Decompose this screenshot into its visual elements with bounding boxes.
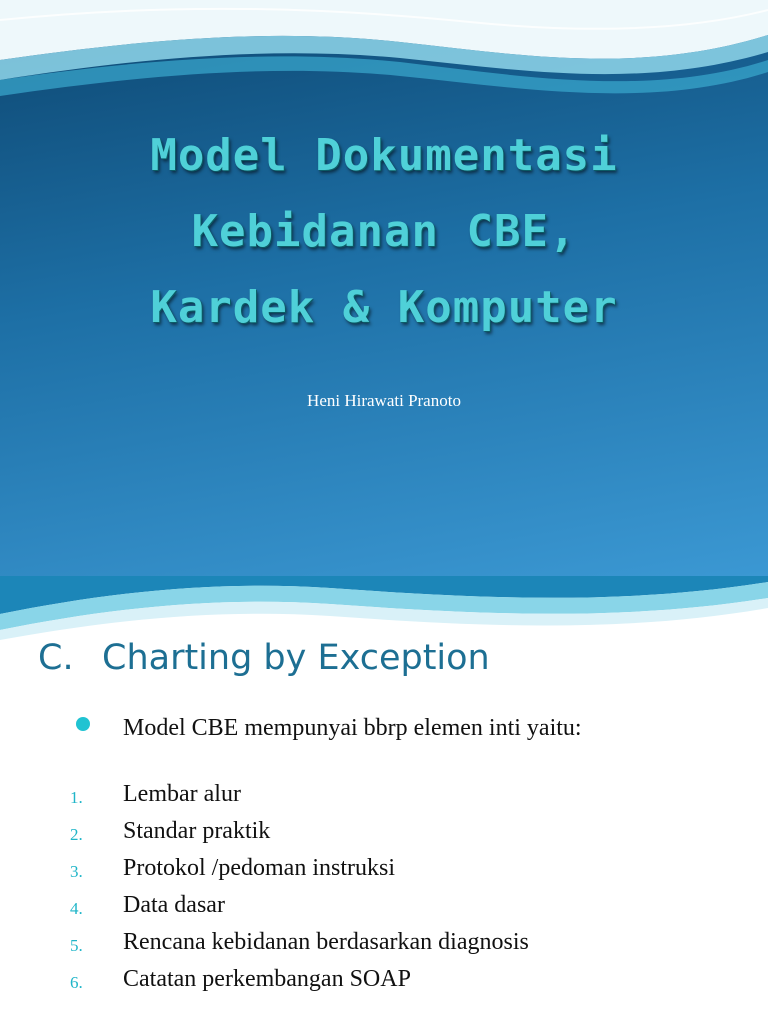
title-line: Model Dokumentasi — [150, 130, 618, 181]
title-line: Kebidanan CBE, — [191, 206, 577, 257]
list-number: 6. — [70, 973, 83, 992]
list-item — [0, 815, 768, 852]
section-heading — [38, 638, 490, 678]
list-number: 4. — [70, 899, 83, 918]
list-number: 2. — [70, 825, 83, 844]
list-item — [0, 852, 768, 889]
section-title: Charting by Exception — [102, 638, 490, 678]
author-name: Heni Hirawati Pranoto — [307, 391, 461, 410]
title-line: Kardek & Komputer — [150, 282, 618, 333]
list-number: 5. — [70, 936, 83, 955]
bullet-icon — [76, 717, 90, 731]
list-number: 3. — [70, 862, 83, 881]
bullet-text: Model CBE mempunyai bbrp elemen inti yaitu: — [123, 715, 582, 741]
section-letter: C. — [38, 638, 74, 678]
slide-title — [20, 118, 748, 346]
list-text: Standar praktik — [123, 818, 271, 844]
list-item — [0, 963, 768, 1000]
list-item — [0, 778, 768, 815]
list-text: Catatan perkembangan SOAP — [123, 966, 411, 992]
list-text: Protokol /pedoman instruksi — [123, 855, 395, 881]
list-item — [0, 926, 768, 963]
list-text: Data dasar — [123, 892, 225, 918]
list-item — [0, 889, 768, 926]
list-number: 1. — [70, 788, 83, 807]
list-text: Lembar alur — [123, 781, 241, 807]
list-text: Rencana kebidanan berdasarkan diagnosis — [123, 929, 529, 955]
header-wave-decoration — [0, 576, 768, 646]
